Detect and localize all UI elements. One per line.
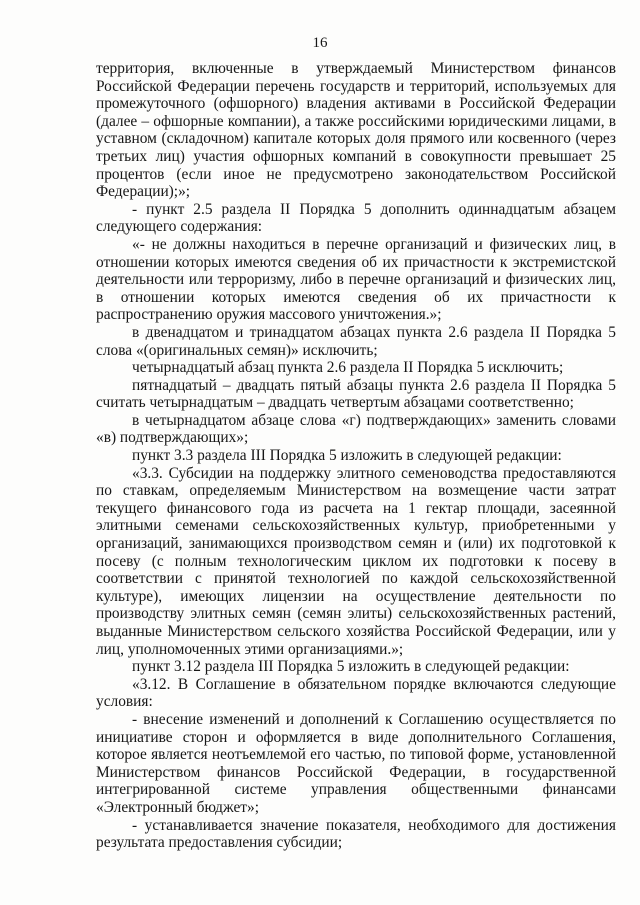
paragraph-item-3-3-text: «3.3. Субсидии на поддержку элитного семеноводства предоставляются по ставкам, определяемым Министерством на возмещение части затрат текущего финансового года из расчета на 1 гектар площади, засеянной элитными семенами сельскохозяйственных культур, приобретенными у организаций, занимающихся производством семян и (или) их подготовкой к посеву (с полным технологическим циклом их подготовки к посеву в соответствии с принятой технологией по каждой сельскохозяйственной культуре), имеющих лицензии на осуществление деятельности по производству элитных семян (семян элиты) сельскохозяйственных растений, выданные Министерством сельского хозяйства Российской Федерации, или у лиц, уполномоченных этими организациями.»;	[96, 464, 616, 658]
paragraph-offshore-territories: территория, включенные в утверждаемый Министерством финансов Российской Федерации перечень государств и территорий, используемых для промежуточного (офшорного) владения активами в Российской Федерации (далее – офшорные компании), а также российскими юридическими лицами, в уставном (складочном) капитале которых доля прямого или косвенного (через третьих лиц) участия офшорных компаний в совокупности превышает 25 процентов (если иное не предусмотрено законодательством Российской Федерации);»;	[96, 60, 616, 201]
document-body	[96, 60, 616, 852]
paragraph-extremism-list: «- не должны находиться в перечне организаций и физических лиц, в отношении которых имеются сведения об их причастности к экстремистской деятельности или терроризму, либо в перечне организаций и физических лиц, в отношении которых имеются сведения об их причастности к распространению оружия массового уничтожения.»;	[96, 235, 616, 324]
paragraph-fourteenth-removed: четырнадцатый абзац пункта 2.6 раздела II Порядка 5 исключить;	[132, 359, 564, 377]
paragraph-agreement-changes: - внесение изменений и дополнений к Соглашению осуществляется по инициативе сторон и оформляется в виде дополнительного Соглашения, которое является неотъемлемой его частью, по типовой форме, установленной Министерством финансов Российской Федерации, в государственной интегрированной системе управления общественными финансами «Электронный бюджет»;	[96, 710, 616, 816]
paragraph-item-3-12-text: «3.12. В Соглашение в обязательном порядке включаются следующие условия:	[96, 675, 616, 711]
paragraph-indicator-value: - устанавливается значение показателя, необходимого для достижения результата предоставления субсидии;	[96, 816, 616, 852]
paragraph-item-3-12-intro: пункт 3.12 раздела III Порядка 5 изложить в следующей редакции:	[132, 658, 570, 676]
page-number: 16	[312, 35, 328, 51]
paragraph-replace-words: в четырнадцатом абзаце слова «г) подтверждающих» заменить словами «в) подтверждающих»;	[96, 411, 616, 447]
paragraph-renumbering: пятнадцатый – двадцать пятый абзацы пункта 2.6 раздела II Порядка 5 считать четырнадцатым – двадцать четвертым абзацами соответственно;	[96, 376, 616, 412]
paragraph-item-2-5: - пункт 2.5 раздела II Порядка 5 дополнить одиннадцатым абзацем следующего содержания:	[96, 200, 616, 236]
paragraph-item-2-6-words: в двенадцатом и тринадцатом абзацах пункта 2.6 раздела II Порядка 5 слова «(оригинальных семян)» исключить;	[96, 323, 616, 359]
paragraph-item-3-3-intro: пункт 3.3 раздела III Порядка 5 изложить в следующей редакции:	[132, 447, 562, 465]
